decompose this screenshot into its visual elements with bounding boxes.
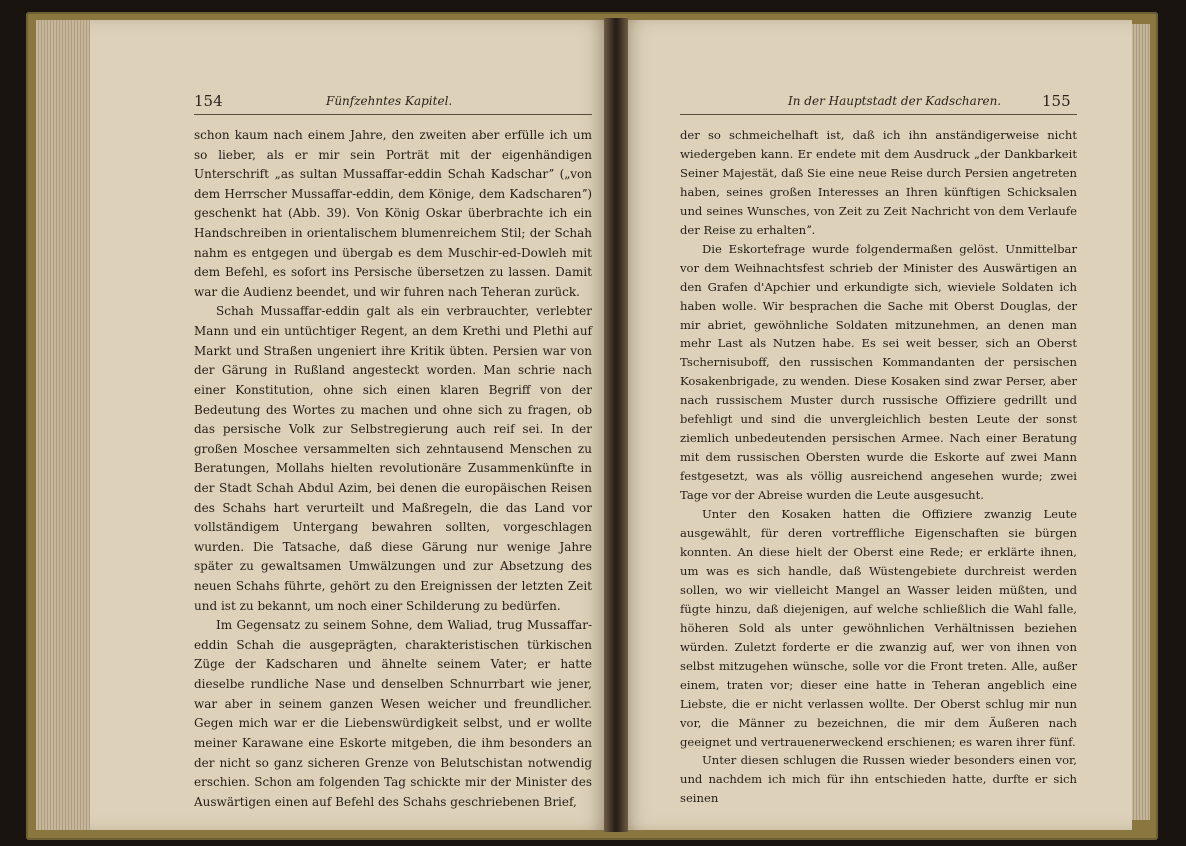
left-page: [90, 20, 612, 830]
paragraph: Unter den Kosaken hatten die Offiziere zwanzig Leute ausgewählt, für deren vortreffliche Eigenschaften sie bürgen konnten. An diese hielt der Oberst eine Rede; er erklärte ihnen, um was es sich handle, daß Wüstengebiete durchreist werden sollen, wo wir vielleicht Mangel an Wasser leiden müßten, und fügte hinzu, daß diejenigen, auf welche schließlich die Wahl falle, höheren Sold als unter gewöhnlichen Verhältnissen beziehen würden. Zuletzt forderte er die zwanzig auf, wer von ihnen von selbst mitzugehen wünsche, solle vor die Front treten. Alle, außer einem, traten vor; dieser eine hatte in Teheran angeblich eine Liebste, die er nicht verlassen wollte. Der Oberst schlug mir nun vor, die Männer zu bezeichnen, die mir dem Äußeren nach geeignet und vertrauenerweckend erschienen; es waren ihrer fünf.: [680, 507, 1077, 749]
left-header: [90, 92, 612, 114]
left-body-text: [194, 126, 592, 812]
page-number: 155: [1042, 92, 1071, 110]
paragraph: Unter diesen schlugen die Russen wieder besonders einen vor, und nachdem ich mich für ihn entschieden hatte, durfte er sich seinen: [680, 753, 1077, 806]
header-rule: [680, 114, 1077, 115]
right-body-text: [680, 126, 1077, 808]
running-head: In der Hauptstadt der Kadscharen.: [788, 94, 1002, 108]
paragraph: der so schmeichelhaft ist, daß ich ihn anständigerweise nicht wiedergeben kann. Er endete mit dem Ausdruck „der Dankbarkeit Seiner Majestät, daß Sie eine neue Reise durch Persien angetreten haben, seines großen Interesses an Ihren künftigen Schicksalen und seines Wunsches, von Zeit zu Zeit Nachricht von dem Verlaufe der Reise zu erhaltenˮ.: [680, 128, 1077, 237]
page-edges-left: [36, 20, 96, 830]
book-gutter: [604, 18, 628, 832]
right-header: [618, 92, 1132, 114]
page-number: 154: [194, 92, 223, 110]
running-head: Fünfzehntes Kapitel.: [326, 94, 453, 108]
paragraph: Schah Mussaffar-eddin galt als ein verbrauchter, verlebter Mann und ein untüchtiger Regent, an dem Krethi und Plethi auf Markt und Straßen ungeniert ihre Kritik übten. Persien war von der Gärung in Rußland angesteckt worden. Man schrie nach einer Konstitution, ohne sich einen klaren Begriff von der Bedeutung des Wortes zu machen und ohne sich zu fragen, ob das persische Volk zur Selbstregierung auch reif sei. In der großen Moschee versammelten sich zehntausend Menschen zu Beratungen, Mollahs hielten revolutionäre Zusammenkünfte in der Stadt Schah Abdul Azim, bei denen die europäischen Reisen des Schahs hart verurteilt und Maßregeln, die das Land vor vollständigem Untergang bewahren sollten, vorgeschlagen wurden. Die Tatsache, daß diese Gärung nur wenige Jahre später zu gewaltsamen Umwälzungen und zur Absetzung des neuen Schahs führte, gehört zu den Ereignissen der letzten Zeit und ist zu bekannt, um noch einer Schilderung zu bedürfen.: [194, 304, 592, 613]
paragraph: Im Gegensatz zu seinem Sohne, dem Waliad, trug Mussaffar-eddin Schah die ausgeprägten, charakteristischen türkischen Züge der Kadscharen und ähnelte seinem Vater; er hatte dieselbe rundliche Nase und denselben Schnurrbart wie jener, war aber in seinem ganzen Wesen weicher und freundlicher. Gegen mich war er die Liebenswürdigkeit selbst, und er wollte meiner Karawane eine Eskorte mitgeben, die ihm besonders an der nicht so ganz sicheren Grenze von Belutschistan notwendig erschien. Schon am folgenden Tag schickte mir der Minister des Auswärtigen einen auf Befehl des Schahs geschriebenen Brief,: [194, 618, 592, 809]
right-page: [618, 20, 1132, 830]
paragraph: Die Eskortefrage wurde folgendermaßen gelöst. Unmittelbar vor dem Weihnachtsfest schrieb der Minister des Auswärtigen an den Grafen d'Apchier und erkundigte sich, wieviele Soldaten ich haben wolle. Wir besprachen die Sache mit Oberst Douglas, der mir abriet, gewöhnliche Soldaten mitzunehmen, an denen man mehr Last als Nutzen habe. Es sei weit besser, sich an Oberst Tschernisuboff, den russischen Kommandanten der persischen Kosakenbrigade, zu wenden. Diese Kosaken sind zwar Perser, aber nach russischem Muster durch russische Offiziere gedrillt und befehligt und sind die unvergleichlich besten Leute der sonst ziemlich unbedeutenden persischen Armee. Nach einer Beratung mit dem russischen Obersten wurde die Eskorte auf zwei Mann festgesetzt, was als völlig ausreichend angesehen wurde; zwei Tage vor der Abreise wurden die Leute ausgesucht.: [680, 241, 1077, 503]
header-rule: [194, 114, 592, 115]
paragraph: schon kaum nach einem Jahre, den zweiten aber erfülle ich um so lieber, als er mir sein Porträt mit der eigenhändigen Unterschrift „as sultan Mussaffar-eddin Schah Kadscharˮ („von dem Herrscher Mussaffar-eddin, dem Könige, dem Kadscharenˮ) geschenkt hat (Abb. 39). Von König Oskar überbrachte ich ein Handschreiben in orientalischem blumenreichem Stil; der Schah nahm es entgegen und übergab es dem Muschir-ed-Dowleh mit dem Befehl, es sofort ins Persische übersetzen zu lassen. Damit war die Audienz beendet, und wir fuhren nach Teheran zurück.: [194, 128, 592, 299]
